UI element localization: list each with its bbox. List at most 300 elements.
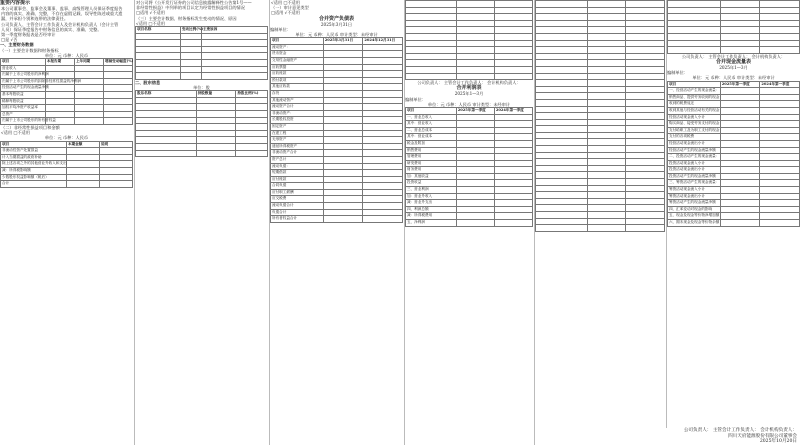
table-row xyxy=(136,124,268,131)
table-cell: 流动负债： xyxy=(271,163,324,170)
table-cell xyxy=(587,73,626,80)
table-cell xyxy=(587,14,626,21)
table-row xyxy=(406,14,533,21)
table-cell xyxy=(587,40,626,47)
table-cell xyxy=(494,121,532,128)
shareholder-table xyxy=(135,90,268,157)
table-cell xyxy=(456,27,494,34)
table-cell xyxy=(494,66,532,73)
table-cell xyxy=(45,65,74,72)
table-row xyxy=(271,196,403,203)
table-cell: 投资收益 xyxy=(406,180,457,187)
table-cell xyxy=(456,200,494,207)
table-cell xyxy=(456,213,494,220)
table-cell xyxy=(626,93,665,100)
table-cell xyxy=(136,117,197,124)
table-cell: 投资活动现金流入小计 xyxy=(668,160,721,167)
table-row xyxy=(406,206,533,213)
table-header-cell: 2024年12月31日 xyxy=(363,38,403,45)
table-cell: 非流动性资产处置损益 xyxy=(1,148,67,155)
table-cell xyxy=(363,84,403,91)
table-cell xyxy=(323,110,363,117)
table-cell xyxy=(406,20,457,27)
table-header-cell: 变动比例(%) xyxy=(180,27,201,34)
table-header-cell xyxy=(760,1,800,8)
table-row xyxy=(271,110,403,117)
table-cell: 五、净利润 xyxy=(406,220,457,227)
table-cell xyxy=(323,176,363,183)
table-row xyxy=(406,200,533,207)
table-row xyxy=(271,71,403,78)
table-cell xyxy=(103,111,132,118)
table-cell xyxy=(587,93,626,100)
table-row xyxy=(136,46,268,53)
table-cell xyxy=(406,53,457,60)
table-cell xyxy=(494,200,532,207)
table-header-cell xyxy=(626,1,665,8)
table-cell xyxy=(626,33,665,40)
table-cell xyxy=(536,192,588,199)
table-cell: 无形资产 xyxy=(271,137,324,144)
table-cell xyxy=(363,150,403,157)
table-cell xyxy=(67,174,100,181)
table-cell xyxy=(323,130,363,137)
table-cell xyxy=(363,117,403,124)
table-cell: 归属于上市公司股东的所有者权益 xyxy=(1,118,46,125)
table-row xyxy=(668,206,800,213)
text-line: 公司负责人、主管会计工作负责人及会计机构负责人（会计主管 xyxy=(1,21,119,27)
table-row xyxy=(536,60,665,67)
table-cell xyxy=(720,193,760,200)
table-cell xyxy=(536,172,588,179)
table-cell xyxy=(456,60,494,67)
table-row xyxy=(406,114,533,121)
table-row xyxy=(536,119,665,126)
table-cell xyxy=(323,143,363,150)
table-row xyxy=(406,40,533,47)
table-row xyxy=(406,127,533,134)
table-cell: 合同负债 xyxy=(271,183,324,190)
table-cell xyxy=(587,60,626,67)
table-cell xyxy=(180,40,201,47)
table-cell xyxy=(456,173,494,180)
table-header-cell xyxy=(406,1,457,8)
table-cell xyxy=(456,121,494,128)
table-row xyxy=(536,66,665,73)
text-block xyxy=(0,125,133,135)
table-cell xyxy=(626,53,665,60)
table-cell: 筹资活动现金流出小计 xyxy=(668,193,721,200)
table-cell: 经营活动产生的现金流量净额 xyxy=(1,85,46,92)
table-cell xyxy=(136,53,181,60)
table-header-cell: 2024年第一季度 xyxy=(494,107,532,114)
table-header-cell: 持股数量 xyxy=(196,91,236,98)
table-cell: 收到的税费返还 xyxy=(668,101,721,108)
table-cell xyxy=(536,132,588,139)
cash-flow-table xyxy=(667,81,800,227)
table-row xyxy=(536,205,665,212)
table-cell: 减：所得税费用 xyxy=(406,213,457,220)
table-row xyxy=(271,176,403,183)
table-cell xyxy=(536,106,588,113)
table-cell xyxy=(668,27,721,34)
table-cell xyxy=(323,189,363,196)
text-line: （二）非经常性损益项目和金额 xyxy=(1,124,60,130)
table-cell xyxy=(587,80,626,87)
table-cell xyxy=(456,160,494,167)
table-row xyxy=(1,72,133,79)
table-cell xyxy=(494,134,532,141)
table-cell xyxy=(587,33,626,40)
table-cell xyxy=(587,86,626,93)
table-row xyxy=(536,53,665,60)
table-cell: 加：营业外收入 xyxy=(406,193,457,200)
table-header-row xyxy=(1,141,133,148)
table-row xyxy=(536,185,665,192)
table-cell: 应交税费 xyxy=(271,196,324,203)
table-cell xyxy=(760,206,800,213)
table-cell xyxy=(363,170,403,177)
table-row xyxy=(536,198,665,205)
table-cell: 固定资产 xyxy=(271,123,324,130)
table-header-cell: 增减变动幅度(%) xyxy=(103,59,132,66)
table-cell xyxy=(363,209,403,216)
table-cell xyxy=(587,113,626,120)
table-cell xyxy=(494,154,532,161)
table-cell xyxy=(720,27,760,34)
table-cell xyxy=(363,90,403,97)
table-cell xyxy=(626,99,665,106)
table-row xyxy=(536,14,665,21)
table-cell xyxy=(363,44,403,51)
company-label: 编制单位： xyxy=(667,70,688,76)
table-cell xyxy=(626,198,665,205)
table-cell xyxy=(103,78,132,85)
table-header-cell xyxy=(720,1,760,8)
table-cell xyxy=(536,146,588,153)
table-cell xyxy=(494,160,532,167)
table-cell xyxy=(626,20,665,27)
table-cell: 研发费用 xyxy=(406,160,457,167)
table-row xyxy=(406,187,533,194)
table-cell xyxy=(720,7,760,14)
table-cell xyxy=(536,53,588,60)
table-row xyxy=(536,159,665,166)
table-row xyxy=(668,140,800,147)
table-cell: 支付的各项税费 xyxy=(668,134,721,141)
key-financial-table xyxy=(0,58,133,125)
table-cell xyxy=(494,173,532,180)
text-line: 第一季度财务报表是否经审计 xyxy=(1,32,56,38)
table-cell xyxy=(760,167,800,174)
unit-label: 单位：元 币种：人民币 xyxy=(44,52,89,58)
table-cell: 投资活动产生的现金流量净额 xyxy=(668,173,721,180)
table-row xyxy=(136,40,268,47)
table-cell xyxy=(363,97,403,104)
table-cell xyxy=(494,47,532,54)
table-cell xyxy=(587,185,626,192)
table-cell xyxy=(587,106,626,113)
table-cell xyxy=(323,44,363,51)
table-cell xyxy=(45,98,74,105)
table-cell xyxy=(136,150,197,157)
table-cell xyxy=(720,40,760,47)
table-cell xyxy=(236,124,268,131)
table-cell xyxy=(536,218,588,225)
table-row xyxy=(406,47,533,54)
table-cell xyxy=(323,156,363,163)
table-row xyxy=(136,59,268,66)
table-cell xyxy=(668,20,721,27)
table-row xyxy=(668,167,800,174)
signature-line: 公司负责人： 主管会计工作负责人： 会计机构负责人： xyxy=(683,428,797,434)
table-row xyxy=(536,106,665,113)
table-cell xyxy=(136,66,181,73)
table-row xyxy=(271,51,403,58)
table-cell xyxy=(201,66,267,73)
table-cell xyxy=(323,123,363,130)
table-cell: 其他应收款 xyxy=(271,84,324,91)
table-cell xyxy=(363,104,403,111)
table-cell xyxy=(494,220,532,227)
table-cell: 税金及附加 xyxy=(406,140,457,147)
table-cell xyxy=(74,105,103,112)
table-row xyxy=(668,180,800,187)
table-cell xyxy=(760,40,800,47)
report-date: 2025年1—3月 xyxy=(454,91,484,97)
table-cell xyxy=(456,20,494,27)
table-cell xyxy=(363,143,403,150)
table-cell xyxy=(760,200,800,207)
table-header-cell: 项目 xyxy=(271,38,324,45)
table-cell xyxy=(494,27,532,34)
unit-label: 单位：元 币种：人民币 审计类型：未经审计 xyxy=(295,32,378,38)
table-cell xyxy=(456,147,494,154)
table-cell xyxy=(323,203,363,210)
table-cell xyxy=(456,180,494,187)
table-cell xyxy=(103,65,132,72)
table-cell xyxy=(760,173,800,180)
table-cell xyxy=(67,181,100,188)
table-cell xyxy=(626,14,665,21)
text-line: □是 √否 xyxy=(1,37,18,43)
table-cell xyxy=(587,225,626,232)
changes-table xyxy=(135,26,268,80)
table-row xyxy=(536,152,665,159)
table-cell xyxy=(180,59,201,66)
table-row xyxy=(406,220,533,227)
table-cell xyxy=(136,124,197,131)
table-cell xyxy=(760,140,800,147)
table-cell xyxy=(760,154,800,161)
table-row xyxy=(1,154,133,161)
table-header-cell: 持股比例(%) xyxy=(236,91,268,98)
table-row xyxy=(536,179,665,186)
table-row xyxy=(668,220,800,227)
table-row xyxy=(536,47,665,54)
table-cell: 销售费用 xyxy=(406,147,457,154)
table-cell xyxy=(720,220,760,227)
table-cell xyxy=(456,53,494,60)
table-row xyxy=(406,140,533,147)
balance-sheet-table xyxy=(270,37,403,223)
table-header-cell: 项目 xyxy=(1,141,67,148)
table-row xyxy=(536,7,665,14)
table-row xyxy=(406,27,533,34)
table-row xyxy=(536,113,665,120)
table-row xyxy=(271,189,403,196)
table-cell xyxy=(74,65,103,72)
table-cell xyxy=(363,71,403,78)
table-cell xyxy=(456,187,494,194)
table-cell: 投资活动现金流出小计 xyxy=(668,167,721,174)
table-cell: 五、现金及现金等价物净增加额 xyxy=(668,213,721,220)
table-cell xyxy=(236,150,268,157)
table-cell xyxy=(626,212,665,219)
text-line: （三）主要会计数据、财务指标发生变动的情况、原因 xyxy=(136,15,237,21)
table-row xyxy=(1,85,133,92)
table-row xyxy=(668,173,800,180)
table-cell xyxy=(494,73,532,80)
table-cell xyxy=(136,59,181,66)
table-row xyxy=(406,193,533,200)
table-cell xyxy=(536,126,588,133)
table-cell xyxy=(760,7,800,14)
unit-label: 单位：元 币种：人民币 审计类型：未经审计 xyxy=(692,75,775,81)
table-cell xyxy=(720,200,760,207)
table-cell xyxy=(456,206,494,213)
table-row xyxy=(406,121,533,128)
table-cell xyxy=(363,156,403,163)
table-row xyxy=(271,64,403,71)
table-cell xyxy=(323,170,363,177)
table-row xyxy=(536,126,665,133)
table-cell: 筹资活动产生的现金流量净额 xyxy=(668,200,721,207)
table-cell xyxy=(536,20,588,27)
table-cell xyxy=(180,46,201,53)
table-cell xyxy=(536,212,588,219)
table-cell xyxy=(323,58,363,65)
table-cell xyxy=(626,152,665,159)
table-cell xyxy=(720,173,760,180)
table-cell xyxy=(363,137,403,144)
table-row xyxy=(136,97,268,104)
table-cell xyxy=(536,225,588,232)
table-cell xyxy=(74,111,103,118)
table-cell xyxy=(626,40,665,47)
table-cell xyxy=(201,46,267,53)
table-cell xyxy=(536,159,588,166)
table-row xyxy=(1,78,133,85)
table-row xyxy=(536,146,665,153)
table-row xyxy=(136,143,268,150)
table-row xyxy=(668,101,800,108)
table-cell xyxy=(136,137,197,144)
table-cell: 一、经营活动产生的现金流量： xyxy=(668,88,721,95)
table-cell xyxy=(494,53,532,60)
table-cell xyxy=(363,176,403,183)
income-statement-end xyxy=(667,0,800,54)
table-row xyxy=(668,193,800,200)
table-cell: 其他流动资产 xyxy=(271,97,324,104)
table-cell: 负债合计 xyxy=(271,209,324,216)
table-cell xyxy=(323,77,363,84)
table-cell xyxy=(626,126,665,133)
table-cell xyxy=(136,73,181,80)
text-line: 本公司董事会、监事会及董事、监事、高级管理人员保证季度报告 xyxy=(1,6,123,11)
table-cell xyxy=(494,40,532,47)
table-cell: 经营活动现金流入小计 xyxy=(668,114,721,121)
table-cell xyxy=(196,110,236,117)
table-row xyxy=(668,40,800,47)
table-cell xyxy=(136,97,197,104)
table-row xyxy=(668,14,800,21)
table-cell xyxy=(201,59,267,66)
table-cell xyxy=(456,40,494,47)
table-row xyxy=(406,167,533,174)
text-line: 非经常性损益》中列举的项目认定为经常性损益项目的情况 xyxy=(136,5,245,11)
table-row xyxy=(406,160,533,167)
table-cell xyxy=(587,27,626,34)
table-cell xyxy=(760,107,800,114)
table-cell xyxy=(103,85,132,92)
table-cell: 二、营业总成本 xyxy=(406,127,457,134)
table-row xyxy=(271,156,403,163)
table-cell xyxy=(180,33,201,40)
table-cell xyxy=(760,134,800,141)
table-row xyxy=(271,183,403,190)
table-cell: 货币资金 xyxy=(271,51,324,58)
table-cell xyxy=(363,51,403,58)
table-cell xyxy=(668,33,721,40)
table-cell xyxy=(363,110,403,117)
table-header-cell xyxy=(587,1,626,8)
table-cell xyxy=(406,66,457,73)
table-cell xyxy=(626,146,665,153)
table-cell xyxy=(587,119,626,126)
table-row xyxy=(136,137,268,144)
table-cell xyxy=(587,198,626,205)
table-cell xyxy=(760,180,800,187)
table-row xyxy=(668,127,800,134)
table-cell: 三、营业利润 xyxy=(406,187,457,194)
text-line: √适用 □不适用 xyxy=(271,0,300,5)
table-header-cell: 本报告期 xyxy=(45,59,74,66)
table-cell xyxy=(668,14,721,21)
table-cell xyxy=(494,7,532,14)
table-header-row xyxy=(406,107,533,114)
table-cell xyxy=(536,152,588,159)
table-cell xyxy=(720,107,760,114)
income-statement-continued xyxy=(535,0,665,232)
table-cell xyxy=(363,203,403,210)
table-header-cell: 说明 xyxy=(100,141,133,148)
table-cell: 减：所得税影响额 xyxy=(1,167,67,174)
table-cell xyxy=(67,167,100,174)
table-cell: 筹资活动现金流入小计 xyxy=(668,187,721,194)
table-cell xyxy=(626,119,665,126)
table-cell xyxy=(323,216,363,223)
table-cell xyxy=(363,77,403,84)
table-cell: 流动资产合计 xyxy=(271,104,324,111)
table-cell xyxy=(180,73,201,80)
table-cell xyxy=(626,139,665,146)
table-cell xyxy=(668,40,721,47)
table-cell xyxy=(536,73,588,80)
table-cell: 在建工程 xyxy=(271,130,324,137)
table-cell xyxy=(587,212,626,219)
table-cell xyxy=(363,130,403,137)
